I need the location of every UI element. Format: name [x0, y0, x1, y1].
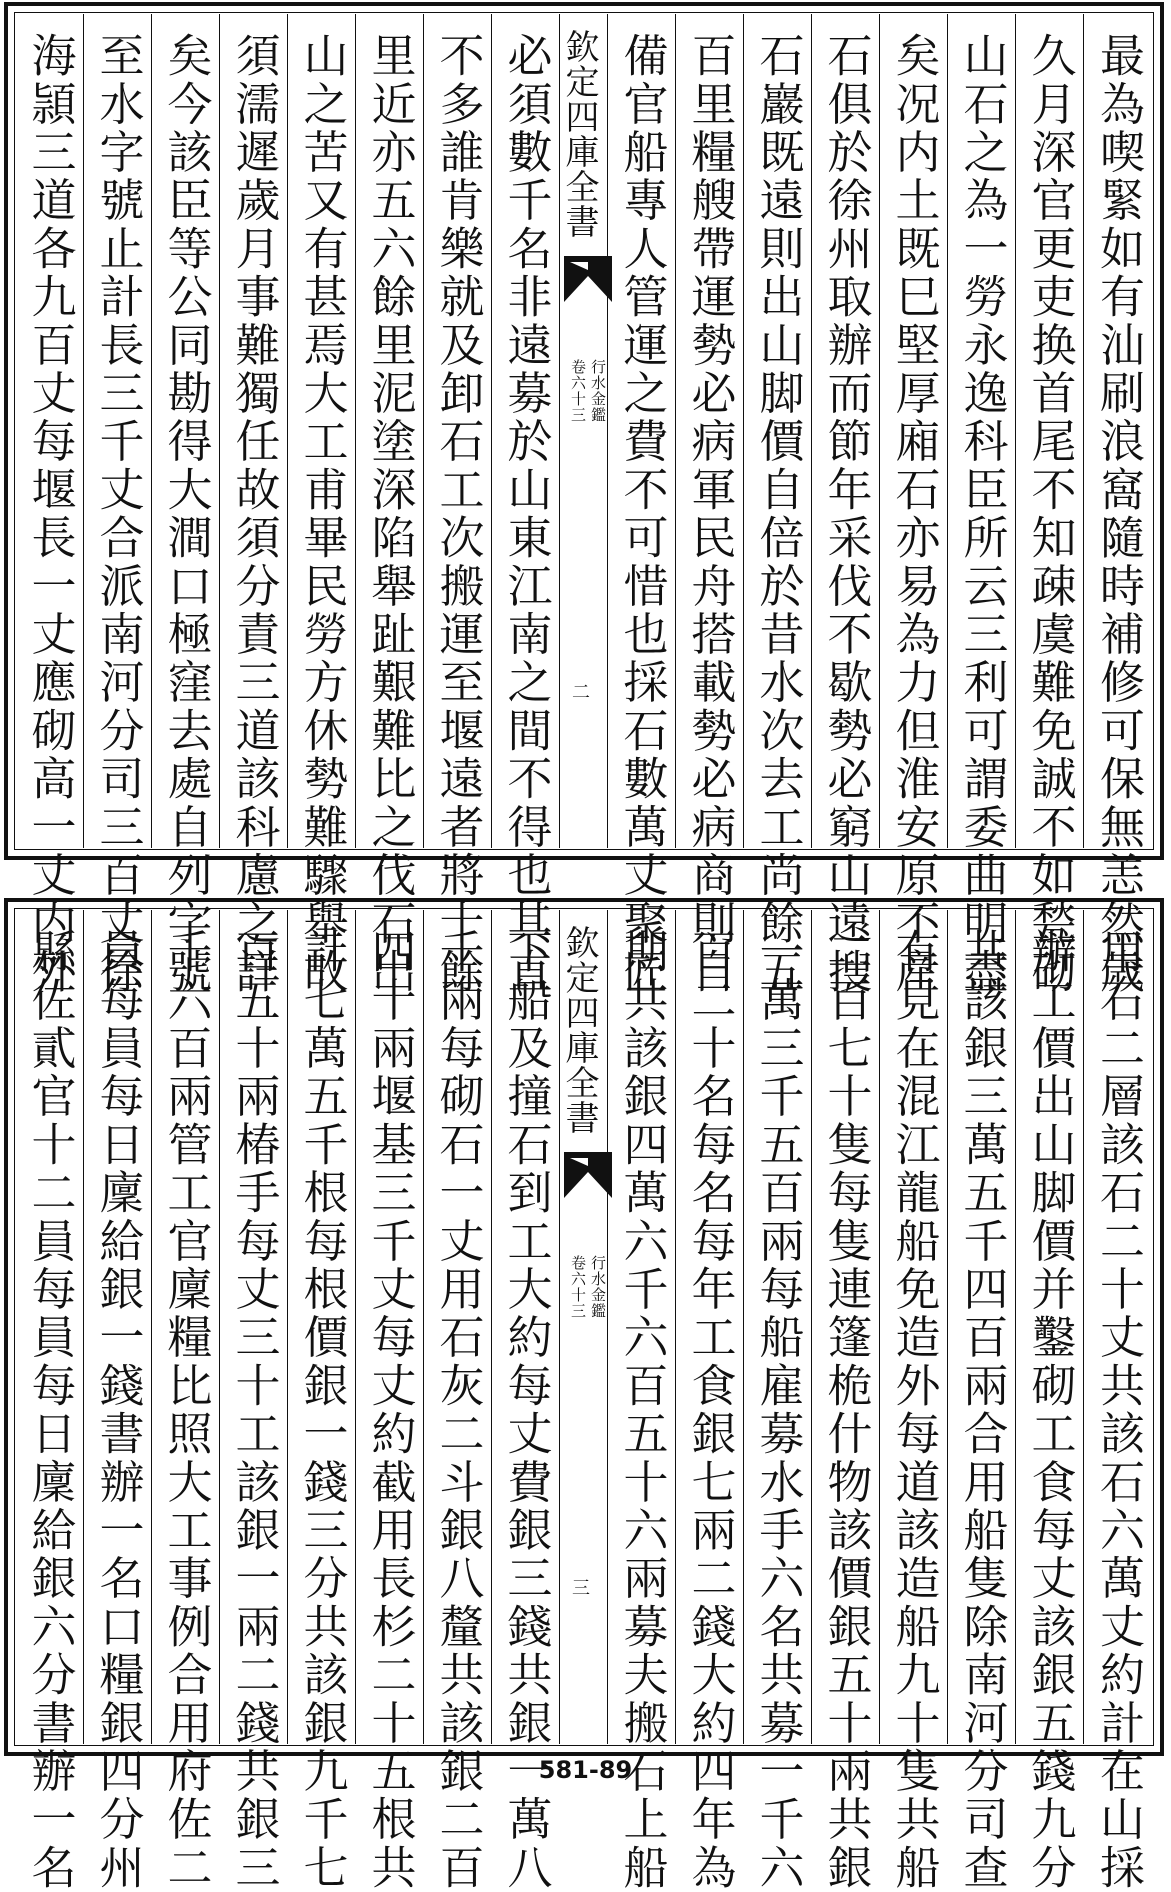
volume-title: 行水金鑑: [589, 1255, 607, 1319]
text-column: 至水字號止計長三千丈合派南河分司三百丈徐: [84, 14, 152, 848]
text-column: 期共該銀四萬六千六百五十六兩募夫搬石上船: [608, 910, 676, 1744]
text-column: 矣况内土既巳堅厚廂石亦易為力但淮安原不産: [880, 14, 948, 848]
volume-number: 卷六十三: [569, 359, 587, 423]
text-column: 辦工價出山脚價并鑿砌工食每丈該銀五錢九分: [1016, 910, 1084, 1744]
top-page-columns: [16, 14, 1152, 996]
text-column: 縣佐貳官十二員每員每日廩給銀六分書辦一名: [16, 910, 84, 1744]
text-column: 久月深官更吏换首尾不知疎虞難免誠不如甃砌: [1016, 14, 1084, 848]
leaf-number: 二: [569, 682, 590, 700]
text-column: 備官船專人管運之費不可惜也採石數萬丈聚匠: [608, 14, 676, 848]
text-column: 有見在混江龍船免造外每道該造船九十隻共船: [880, 910, 948, 1744]
page-footer-number: 581-89: [538, 1756, 633, 1784]
text-column: 里近亦五六餘里泥塗深陷舉趾艱難比之伐石出: [356, 14, 424, 848]
text-column: 百二十名每名每年工食銀七兩二錢大約四年為: [676, 910, 744, 1744]
volume-label: [566, 359, 610, 423]
text-column: 員每員每日廩給銀一錢書辦一名口糧銀四分州: [84, 910, 152, 1744]
text-column: 計七萬五千根每根價銀一錢三分共該銀九千七: [288, 910, 356, 1744]
text-column: 四十兩堰基三千丈每丈約截用長杉二十五根共: [356, 910, 424, 1744]
text-column: 石巖既遠則出山脚價自倍於昔水次去工尚餘五: [744, 14, 812, 848]
text-column: 千六百兩管工官廩糧比照大工事例合用府佐二: [152, 910, 220, 1744]
leaf-number: 三: [569, 1578, 590, 1596]
text-column: 須濡遲歲月事難獨任故須分責三道該科慮之詳: [220, 14, 288, 848]
center-fold-column: [560, 14, 608, 848]
text-column: 石俱於徐州取辦而節年采伐不歇勢必窮山遠搜: [812, 14, 880, 848]
center-fold-column: [560, 910, 608, 1744]
volume-label: [566, 1255, 610, 1319]
text-column: 一萬三千五百兩每船雇募水手六名共募一千六: [744, 910, 812, 1744]
text-column: 矣今該臣等公同勘得大澗口極窪去處自列字號: [152, 14, 220, 848]
text-column: 用石二層該石二十丈共該石六萬丈約計在山採: [1092, 928, 1145, 1892]
text-column: 最為喫緊如有汕刷浪窩隨時補修可保無恙然歲: [1092, 32, 1145, 996]
fish-tail-ornament-icon: [564, 1150, 612, 1200]
text-column: 海頴三道各九百丈每堰長一丈應砌高一丈内外: [16, 14, 84, 848]
top-page-frame: [4, 2, 1164, 996]
book-title: 欽定四庫全書: [559, 925, 599, 1135]
book-title: 欽定四庫全書: [559, 29, 599, 239]
text-column: 山石之為一勞永逸科臣所云三利可謂委曲明盡: [948, 14, 1016, 848]
volume-number: 卷六十三: [569, 1255, 587, 1319]
text-column: 山之苦又有甚焉大工甫畢民勞方休勢難驟舉故: [288, 14, 356, 848]
fish-tail-ornament-icon: [564, 254, 612, 304]
text-column: 必須數千名非遠募於山東江南之間不得也其直: [492, 14, 560, 848]
text-column: 下船及撞石到工大約每丈費銀三錢共銀一萬八: [492, 910, 560, 1744]
text-column: 二百七十隻每隻連篷桅什物該價銀五十兩共銀: [812, 910, 880, 1744]
text-column: 共該銀三萬五千四百兩合用船隻除南河分司查: [948, 910, 1016, 1744]
text-column: 千兩每砌石一丈用石灰二斗銀八釐共該銀二百: [424, 910, 492, 1744]
text-column: 百五十兩椿手每丈三十工該銀一兩二錢共銀三: [220, 910, 288, 1744]
text-column: 百里糧艘帶運勢必病軍民舟搭載勢必病商則自: [676, 14, 744, 848]
text-column: 不多誰肯樂就及卸石工次搬運至堰遠者將十餘: [424, 14, 492, 848]
volume-title: 行水金鑑: [589, 359, 607, 423]
